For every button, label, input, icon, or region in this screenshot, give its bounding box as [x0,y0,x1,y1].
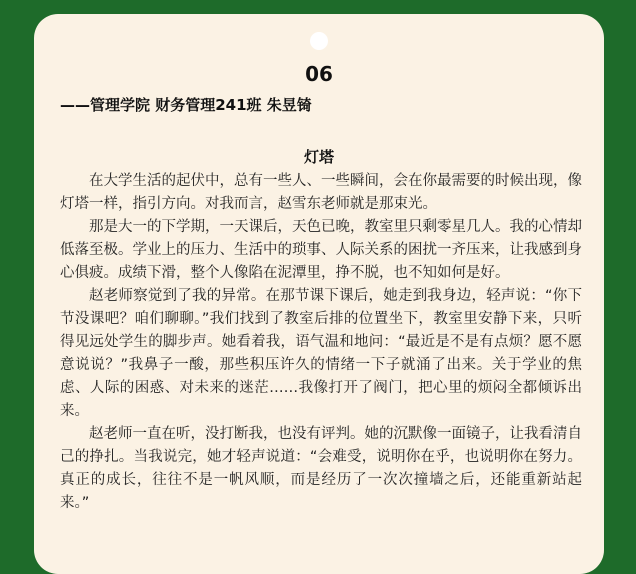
article-card [34,14,604,574]
paragraph: 那是大一的下学期，一天课后，天色已晚，教室里只剩零星几人。我的心情却低落至极。学业上的压力、生活中的琐事、人际关系的困扰一齐压来，让我感到身心俱疲。成绩下滑，整个人像陷在泥潭里，挣不脱，也不知如何是好。 [60,219,582,281]
paragraph: 赵老师一直在听，没打断我，也没有评判。她的沉默像一面镜子，让我看清自己的挣扎。当我说完，她才轻声说道：“会难受，说明你在乎，也说明你在努力。真正的成长，往往不是一帆风顺，而是经历了一次次撞墙之后，还能重新站起来。” [60,426,582,511]
binder-hole-icon [310,32,328,50]
author-line: ——管理学院 财务管理241班 朱昱锜 [60,96,312,114]
article-body [60,170,582,515]
paragraph: 在大学生活的起伏中，总有一些人、一些瞬间，会在你最需要的时候出现，像灯塔一样，指引方向。对我而言，赵雪东老师就是那束光。 [60,173,582,212]
article-number: 06 [305,62,333,86]
article-title: 灯塔 [303,148,334,166]
paragraph: 赵老师察觉到了我的异常。在那节课下课后，她走到我身边，轻声说：“你下节没课吧？咱们聊聊。”我们找到了教室后排的位置坐下，教室里安静下来，只听得见远处学生的脚步声。她看着我，语气温和地问：“最近是不是有点烦？愿不愿意说说？”我鼻子一酸，那些积压许久的情绪一下子就涌了出来。关于学业的焦虑、人际的困惑、对未来的迷茫……我像打开了阀门，把心里的烦闷全都倾诉出来。 [60,288,582,419]
